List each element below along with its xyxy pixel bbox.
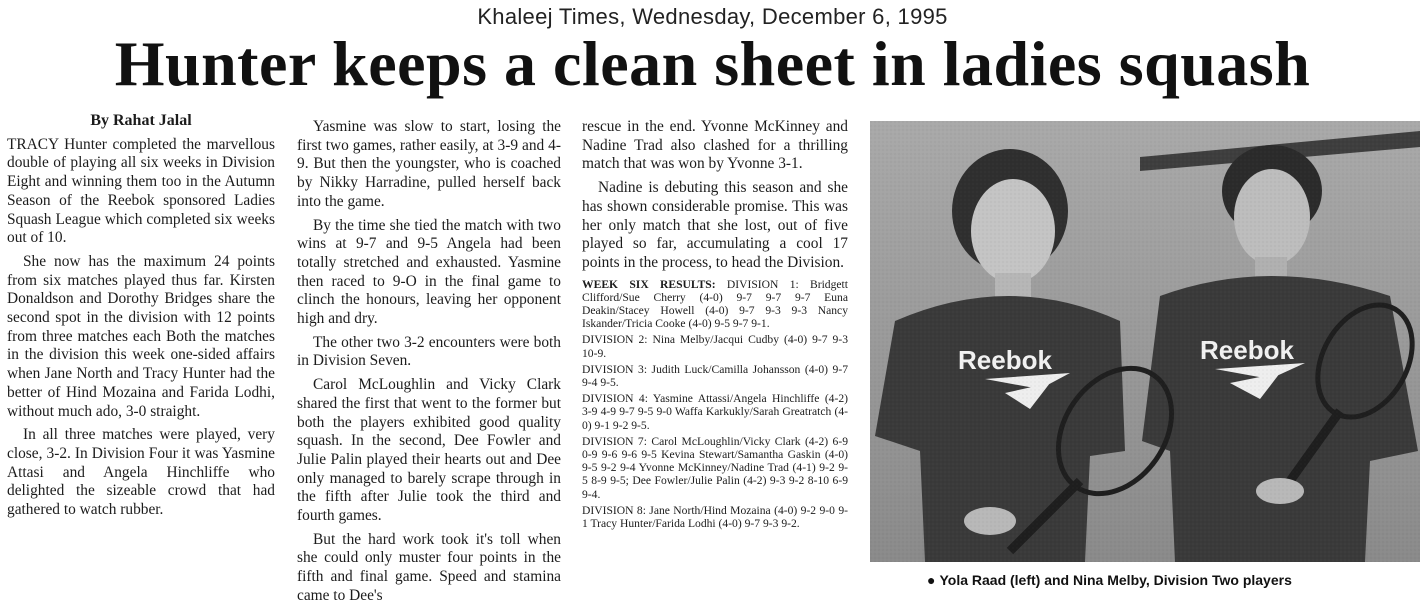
article-column-2 [297, 118, 561, 611]
results-division-8: DIVISION 8: Jane North/Hind Mozaina (4-0) 9-2 9-0 9-1 Tracy Hunter/Farida Lodhi (4-0) 9-7 9-3 9-2. [582, 503, 848, 531]
caption-text: Yola Raad (left) and Nina Melby, Division Two players [939, 572, 1292, 588]
photo-illustration [870, 121, 1420, 562]
headline: Hunter keeps a clean sheet in ladies squash [114, 28, 1311, 99]
byline: By Rahat Jalal [90, 112, 192, 129]
paragraph: By the time she tied the match with two wins at 9-7 and 9-5 Angela had been totally stretched and exhausted. Yasmine then raced to 9-O in the final game to clinch the honours, leaving her opponent high and dry. [297, 216, 561, 328]
paragraph: Yasmine was slow to start, losing the first two games, rather easily, at 3-9 and 4-9. But then the youngster, who is coached by Nikky Harradine, pulled herself back into the game. [297, 118, 561, 210]
article-column-3 [582, 118, 848, 533]
results-division-1 [582, 278, 848, 331]
paragraph: rescue in the end. Yvonne McKinney and Nadine Trad also clashed for a thrilling match that was won by Yvonne 3-1. [582, 118, 848, 173]
dateline: Khaleej Times, Wednesday, December 6, 1995 [477, 4, 948, 29]
bullet-icon: ● [927, 572, 936, 588]
paragraph: TRACY Hunter completed the marvellous double of playing all six weeks in Division Eight and winning them too in the Autumn Season of the Reebok sponsored Ladies Squash League which completed six weeks out of 10. [7, 135, 275, 247]
paragraph: The other two 3-2 encounters were both in Division Seven. [297, 333, 561, 370]
results-box [582, 278, 848, 531]
paragraph: In all three matches were played, very close, 3-2. In Division Four it was Yasmine Attasi and Angela Hinchliffe who delighted the sizeable crowd that had gathered to watch rubber. [7, 426, 275, 519]
results-text: DIVISION 1: Bridgett Clifford/Sue Cherry (4-0) 9-7 9-7 9-7 Euna Deakin/Stacey Howell (4-0) 9-7 9-3 9-3 Nancy Iskander/Tricia Cooke (4-0) 9-5 9-7 9-1. [582, 277, 848, 331]
paragraph: But the hard work took it's toll when she could only muster four points in the fifth and final game. Speed and stamina came to Dee's [297, 530, 561, 604]
results-division-4: DIVISION 4: Yasmine Attassi/Angela Hinchliffe (4-2) 3-9 4-9 9-7 9-5 9-0 Waffa Karkukly/Sarah Greatratch (4-0) 9-1 9-2 9-5. [582, 392, 848, 432]
article-column-1 [7, 112, 275, 525]
paragraph: She now has the maximum 24 points from six matches played thus far. Kirsten Donaldson and Dorothy Bridges share the second spot in the division with 12 points from three matches each Both the matches in the division this week one-sided affairs when Jane North and Tracy Hunter had the better of Hind Mozaina and Farida Lodhi, without much ado, 3-0 straight. [7, 252, 275, 420]
results-division-3: DIVISION 3: Judith Luck/Camilla Johansson (4-0) 9-7 9-4 9-5. [582, 362, 848, 390]
photo [870, 121, 1420, 562]
paragraph: Carol McLoughlin and Vicky Clark shared the first that went to the former but both the players exhibited good quality squash. In the second, Dee Fowler and Julie Palin played their hearts out and Dee only managed to barely scrape through in the fifth after Julie took the third and fourth games. [297, 376, 561, 525]
paragraph: Nadine is debuting this season and she has shown considerable promise. This was her only match that she lost, out of five played so far, accumulating a cool 17 points in the process, to head the Division. [582, 179, 848, 271]
results-heading: WEEK SIX RESULTS: [582, 277, 716, 291]
results-division-7: DIVISION 7: Carol McLoughlin/Vicky Clark (4-2) 6-9 0-9 9-6 9-6 9-5 Kevina Stewart/Samantha Gaskin (4-0) 9-5 9-2 9-4 Yvonne McKinney/Nadine Trad (4-1) 9-2 9-5 8-9 9-5; Dee Fowler/Julie Palin (4-2) 9-3 9-2 8-10 6-9 9-4. [582, 434, 848, 501]
photo-caption [927, 572, 1292, 588]
results-division-2: DIVISION 2: Nina Melby/Jacqui Cudby (4-0) 9-7 9-3 10-9. [582, 333, 848, 360]
